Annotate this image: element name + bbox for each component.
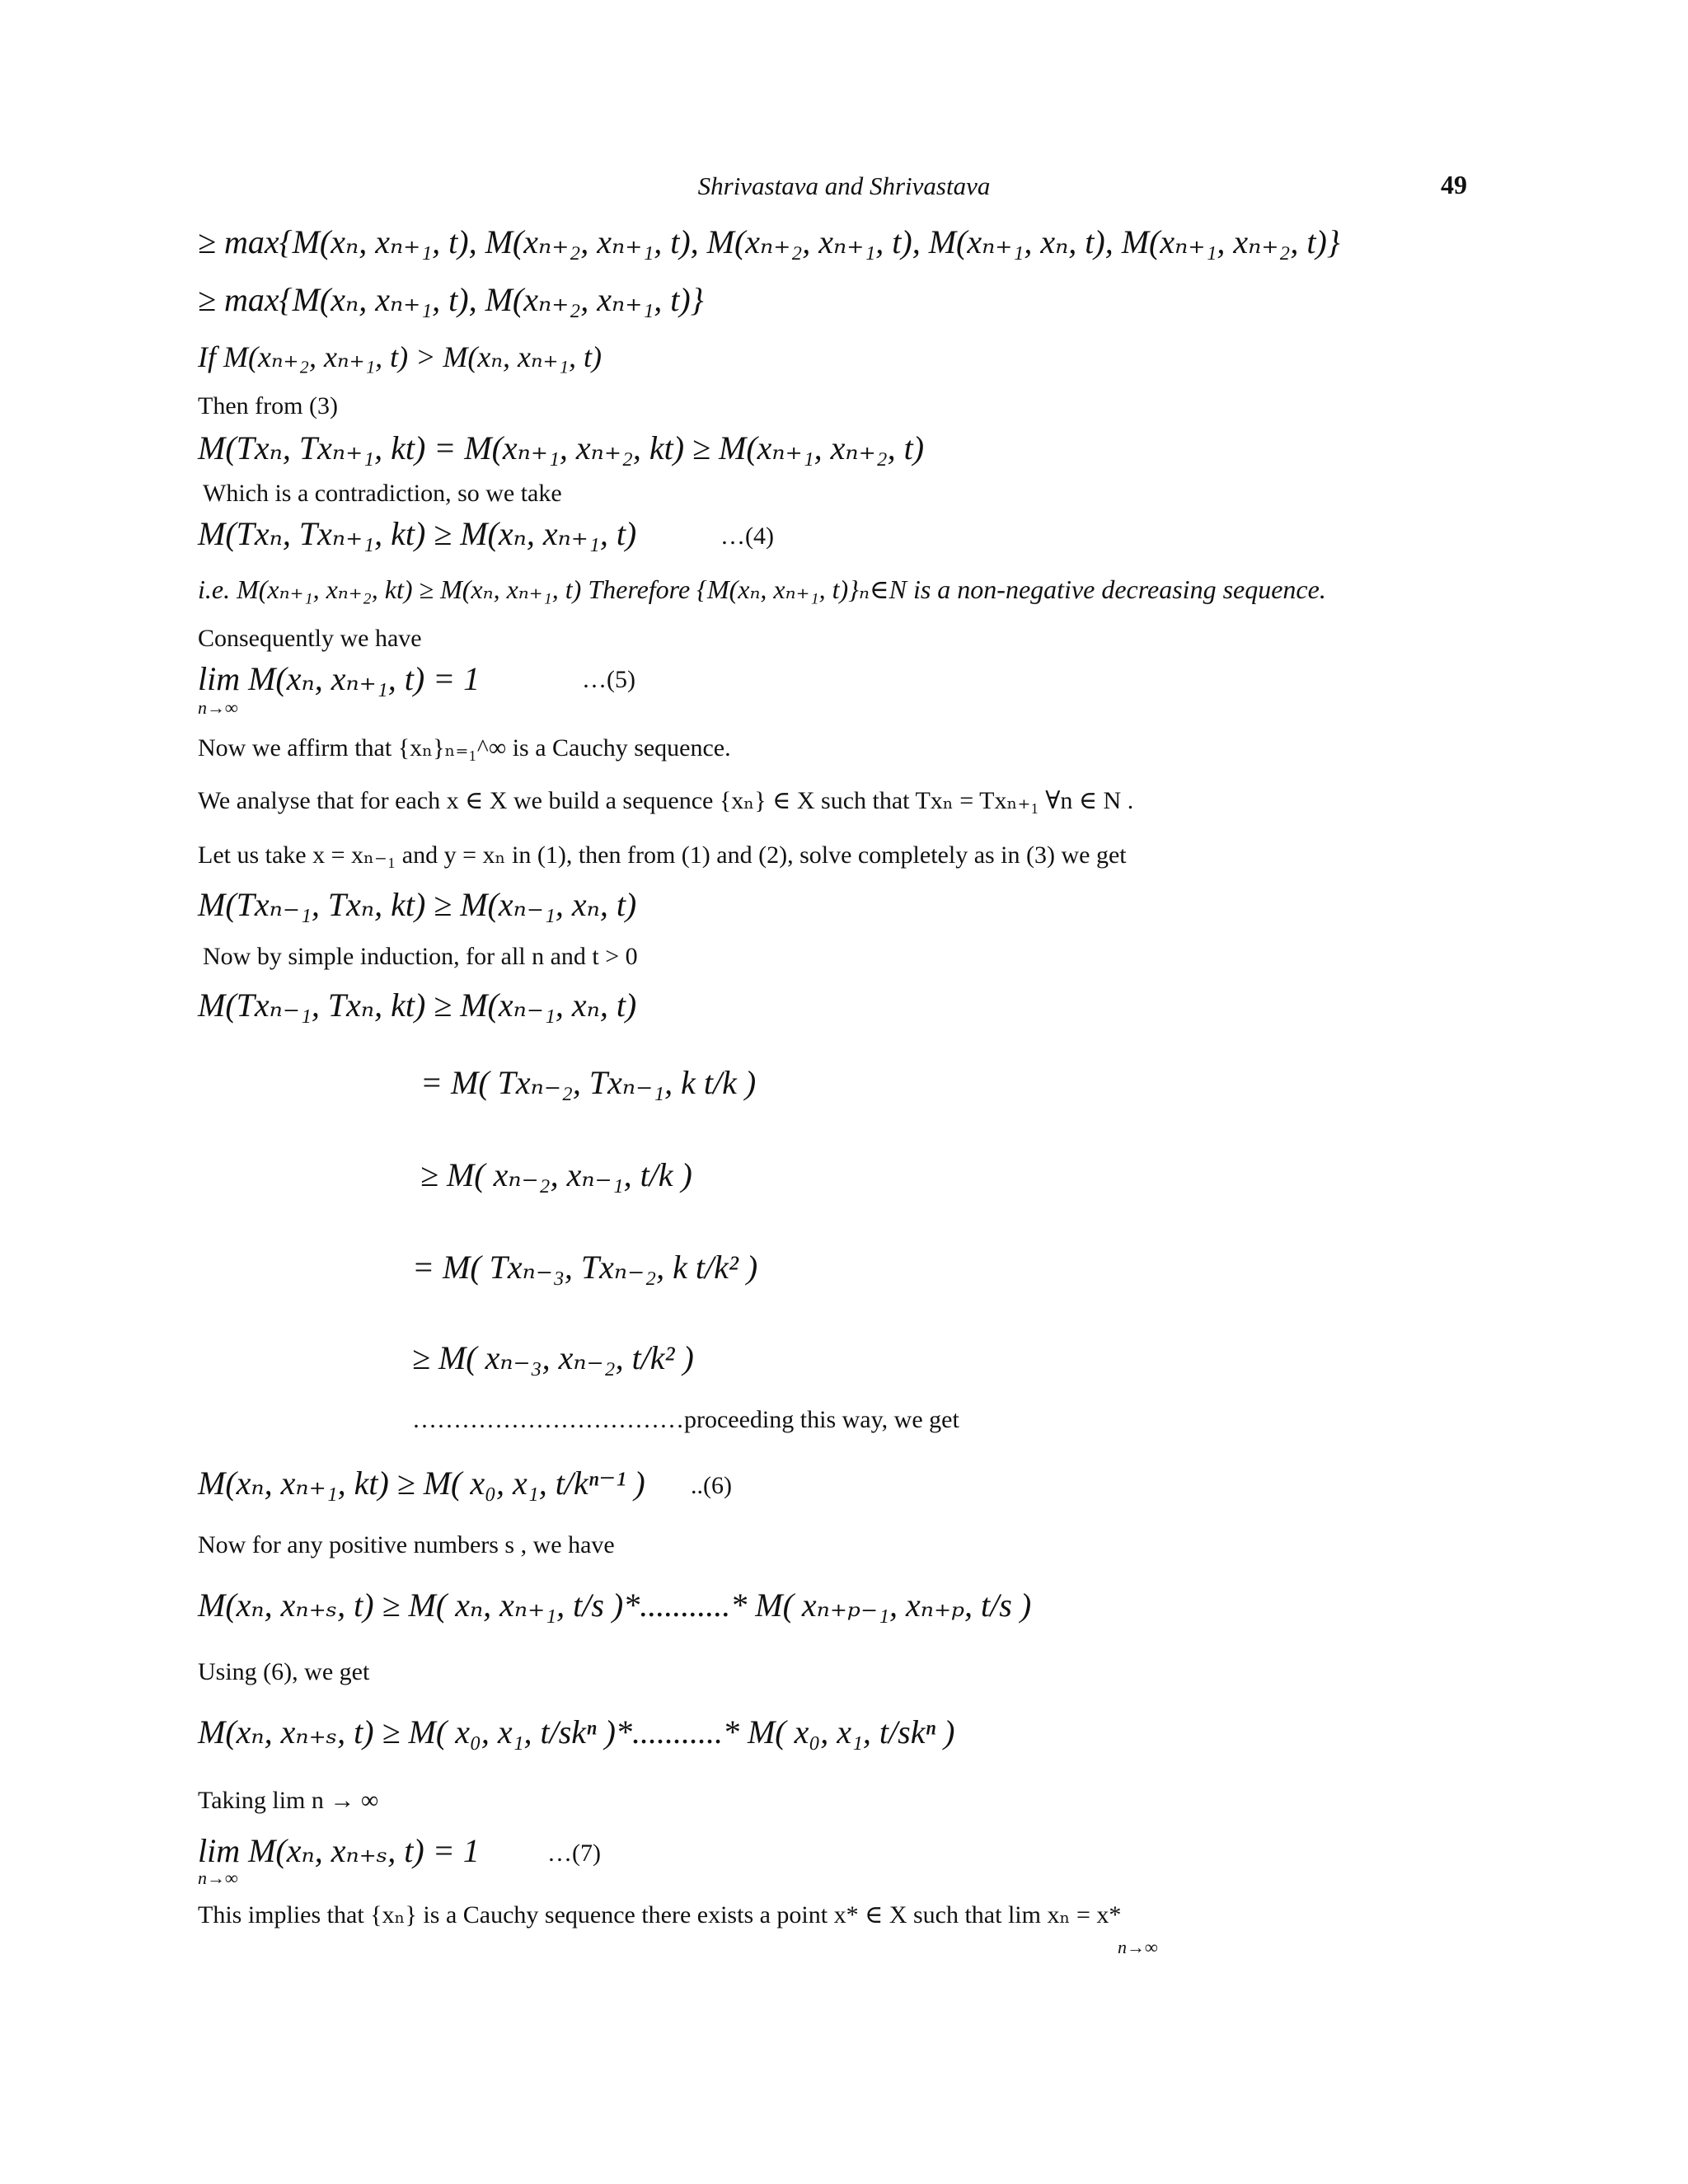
equation-line: M(xₙ, xₙ₊ₛ, t) ≥ M( x₀, x₁, t/skⁿ )*...........* M( x₀, x₁, t/skⁿ ) xyxy=(198,1713,955,1750)
text-with-math: We analyse that for each x ∈ X we build a sequence {xₙ} ∈ X such that Txₙ = Txₙ₊₁ ∀n ∈ N . xyxy=(198,787,1134,814)
equation-number: …(7) xyxy=(547,1840,601,1867)
text-with-math: i.e. M(xₙ₊₁, xₙ₊₂, kt) ≥ M(xₙ, xₙ₊₁, t) Therefore {M(xₙ, xₙ₊₁, t)}ₙ∈N is a non-negative decreasing sequence. xyxy=(198,574,1326,604)
equation-number: ..(6) xyxy=(691,1472,732,1499)
equation-line: lim M(xₙ, xₙ₊ₛ, t) = 1 xyxy=(198,1832,480,1869)
equation-line: M(Txₙ, Txₙ₊₁, kt) = M(xₙ₊₁, xₙ₊₂, kt) ≥ M(xₙ₊₁, xₙ₊₂, t) xyxy=(198,429,925,466)
limit-subscript: n→∞ xyxy=(1118,1937,1158,1957)
text-line: ……………………………proceeding this way, we get xyxy=(412,1406,959,1433)
equation-line: M(Txₙ₋₁, Txₙ, kt) ≥ M(xₙ₋₁, xₙ, t) xyxy=(198,987,637,1024)
equation-line: M(Txₙ₋₁, Txₙ, kt) ≥ M(xₙ₋₁, xₙ, t) xyxy=(198,886,637,923)
equation-line: M(xₙ, xₙ₊ₛ, t) ≥ M( xₙ, xₙ₊₁, t/s )*...........* M( xₙ₊ₚ₋₁, xₙ₊ₚ, t/s ) xyxy=(198,1586,1032,1624)
equation-number: …(4) xyxy=(720,523,774,550)
equation-line: M(xₙ, xₙ₊₁, kt) ≥ M( x₀, x₁, t/kⁿ⁻¹ ) xyxy=(198,1465,645,1502)
text-with-math: Now by simple induction, for all n and t > 0 xyxy=(203,943,638,970)
text-with-math: Now for any positive numbers s , we have xyxy=(198,1531,615,1558)
text-line: Using (6), we get xyxy=(198,1658,370,1685)
text-with-math: This implies that {xₙ} is a Cauchy sequence there exists a point x* ∈ X such that lim xₙ = x* xyxy=(198,1901,1122,1929)
text-line: Which is a contradiction, so we take xyxy=(203,480,562,507)
text-with-math: If M(xₙ₊₂, xₙ₊₁, t) > M(xₙ, xₙ₊₁, t) xyxy=(198,340,603,373)
text-with-math: Let us take x = xₙ₋₁ and y = xₙ in (1), then from (1) and (2), solve completely as in (3) we get xyxy=(198,841,1127,869)
equation-line: M(Txₙ, Txₙ₊₁, kt) ≥ M(xₙ, xₙ₊₁, t) xyxy=(198,515,637,552)
equation-line: ≥ max{M(xₙ, xₙ₊₁, t), M(xₙ₊₂, xₙ₊₁, t)} xyxy=(198,281,704,318)
equation-line: ≥ max{M(xₙ, xₙ₊₁, t), M(xₙ₊₂, xₙ₊₁, t), M(xₙ₊₂, xₙ₊₁, t), M(xₙ₊₁, xₙ, t), M(xₙ₊₁, xₙ₊₂, t)} xyxy=(198,223,1340,260)
page-number: 49 xyxy=(1441,170,1467,199)
text-line: Consequently we have xyxy=(198,625,422,652)
text-with-math: Taking lim n → ∞ xyxy=(198,1787,379,1814)
equation-number: …(5) xyxy=(582,666,635,693)
equation-line: = M( Txₙ₋₂, Txₙ₋₁, k t/k ) xyxy=(420,1064,757,1101)
equation-line: = M( Txₙ₋₃, Txₙ₋₂, k t/k² ) xyxy=(412,1249,758,1286)
limit-subscript: n→∞ xyxy=(198,697,238,718)
running-title: Shrivastava and Shrivastava xyxy=(697,171,991,200)
limit-subscript: n→∞ xyxy=(198,1868,238,1888)
text-with-math: Now we affirm that {xₙ}ₙ₌₁^∞ is a Cauchy sequence. xyxy=(198,734,731,762)
equation-line: ≥ M( xₙ₋₃, xₙ₋₂, t/k² ) xyxy=(412,1339,694,1376)
text-line: Then from (3) xyxy=(198,392,338,419)
equation-line: lim M(xₙ, xₙ₊₁, t) = 1 xyxy=(198,660,481,697)
equation-line: ≥ M( xₙ₋₂, xₙ₋₁, t/k ) xyxy=(420,1156,692,1193)
